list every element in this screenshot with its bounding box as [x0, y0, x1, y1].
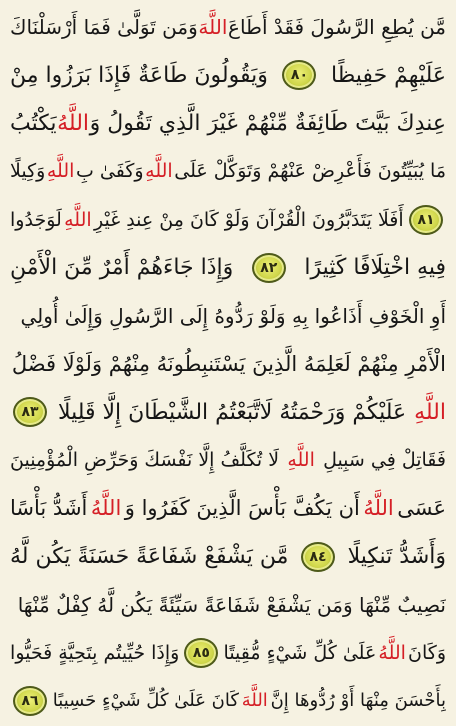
verse-text: وَكِيلًا	[10, 160, 46, 183]
verse-text: لَا تُكَلَّفُ إِلَّا نَفْسَكَ وَحَرِّضِ الْمُؤْمِنِينَ	[10, 449, 280, 472]
verse-text: مَّن يَشْفَعْ شَفَاعَةً حَسَنَةً يَكُن لَّهُ	[10, 544, 289, 570]
verse-text: أَشَدُّ بَأْسًا	[10, 496, 88, 521]
ayah-number-marker: ٨٣	[13, 397, 47, 427]
divine-name-text: اللَّهُ	[57, 110, 90, 136]
verse-line	[10, 197, 446, 243]
verse-line	[10, 293, 446, 339]
verse-text: أَن يَكُفَّ بَأْسَ الَّذِينَ كَفَرُوا وَ	[124, 496, 360, 521]
verse-line	[10, 582, 446, 628]
divine-name-text: اللَّهُ	[363, 496, 394, 521]
divine-name-text: اللَّهُ	[90, 496, 122, 521]
verse-line	[10, 437, 446, 483]
verse-line	[10, 52, 446, 98]
ayah-number-marker: ٨١	[409, 205, 443, 235]
verse-text: بِأَحْسَنَ مِنْهَا أَوْ رُدُّوهَا إِنَّ	[270, 690, 446, 712]
verse-text: وَمَن تَوَلَّىٰ فَمَا أَرْسَلْنَاكَ	[10, 15, 198, 39]
divine-name-text: اللَّهَ	[241, 690, 268, 712]
verse-line	[10, 245, 446, 291]
ayah-number-marker: ٨٢	[252, 253, 286, 283]
divine-name-text: اللَّهِ	[145, 160, 173, 183]
verse-text: عَسَى	[397, 496, 446, 521]
verse-text: عَلَىٰ كُلِّ شَيْءٍ مُّقِيتًا	[223, 641, 377, 664]
ayah-number-marker: ٨٥	[184, 638, 218, 668]
verse-text: نَصِيبٌ مِّنْهَا وَمَن يَشْفَعْ شَفَاعَةً سَيِّئَةً يَكُن لَّهُ كِفْلٌ مِّنْهَا	[17, 592, 446, 617]
verse-text: أَفَلَا يَتَدَبَّرُونَ الْقُرْآنَ وَلَوْ كَانَ مِنْ عِندِ غَيْرِ	[94, 208, 404, 231]
divine-name-text: اللَّهِ	[64, 208, 92, 231]
verse-line	[10, 485, 446, 531]
verse-line	[10, 534, 446, 580]
verse-text: وَكَفَىٰ بِ	[75, 160, 144, 183]
verse-text: وَأَشَدُّ تَنكِيلًا	[347, 544, 446, 570]
verse-line	[10, 389, 446, 435]
verse-text: فَقَاتِلْ فِي سَبِيلِ	[323, 449, 446, 472]
verse-text: كَانَ عَلَىٰ كُلِّ شَيْءٍ حَسِيبًا	[52, 690, 239, 712]
verse-text: وَكَانَ	[408, 641, 446, 664]
divine-name-text: اللَّهِ	[46, 160, 75, 183]
divine-name-text: اللَّهِ	[287, 449, 315, 472]
verse-text: أَوِ الْخَوْفِ أَذَاعُوا بِهِ وَلَوْ رَدُّوهُ إِلَى الرَّسُولِ وَإِلَىٰ أُولِي	[20, 303, 446, 328]
divine-name-text: اللَّهُ	[378, 641, 406, 664]
verse-text: عِندِكَ بَيَّتَ طَائِفَةٌ مِّنْهُمْ غَيْرَ الَّذِي تَقُولُ وَ	[89, 110, 446, 136]
verse-text: مَّن يُطِعِ الرَّسُولَ فَقَدْ أَطَاعَ	[228, 15, 446, 39]
ayah-number-marker: ٨٠	[282, 60, 316, 90]
verse-text: عَلَيْكُمْ وَرَحْمَتُهُ لَاتَّبَعْتُمُ الشَّيْطَانَ إِلَّا قَلِيلًا	[57, 399, 407, 425]
verse-line	[10, 630, 446, 676]
verse-text: وَإِذَا حُيِّيتُم بِتَحِيَّةٍ فَحَيُّوا	[10, 641, 180, 664]
verse-text: فِيهِ اخْتِلَافًا كَثِيرًا	[304, 255, 446, 281]
verse-text: عَلَيْهِمْ حَفِيظًا	[331, 62, 446, 88]
verse-text: وَيَقُولُونَ طَاعَةٌ فَإِذَا بَرَزُوا مِنْ	[10, 62, 268, 88]
verse-line	[10, 341, 446, 387]
verse-line	[10, 100, 446, 146]
verse-line	[10, 4, 446, 50]
verse-text: وَإِذَا جَاءَهُمْ أَمْرٌ مِّنَ الْأَمْنِ	[10, 255, 234, 281]
verse-line	[10, 678, 446, 724]
divine-name-text: اللَّهَ	[198, 15, 228, 39]
divine-name-text: اللَّهِ	[414, 399, 446, 425]
verse-line	[10, 148, 446, 194]
verse-text: يَكْتُبُ	[10, 110, 57, 136]
verse-text: لَوَجَدُوا	[10, 208, 62, 231]
ayah-number-marker: ٨٦	[13, 686, 47, 716]
ayah-number-marker: ٨٤	[301, 542, 335, 572]
verse-text: مَا يُبَيِّتُونَ فَأَعْرِضْ عَنْهُمْ وَتَوَكَّلْ عَلَى	[174, 160, 446, 183]
verse-text: الْأَمْرِ مِنْهُمْ لَعَلِمَهُ الَّذِينَ يَسْتَنبِطُونَهُ مِنْهُمْ وَلَوْلَا فَضْلُ	[11, 351, 446, 376]
